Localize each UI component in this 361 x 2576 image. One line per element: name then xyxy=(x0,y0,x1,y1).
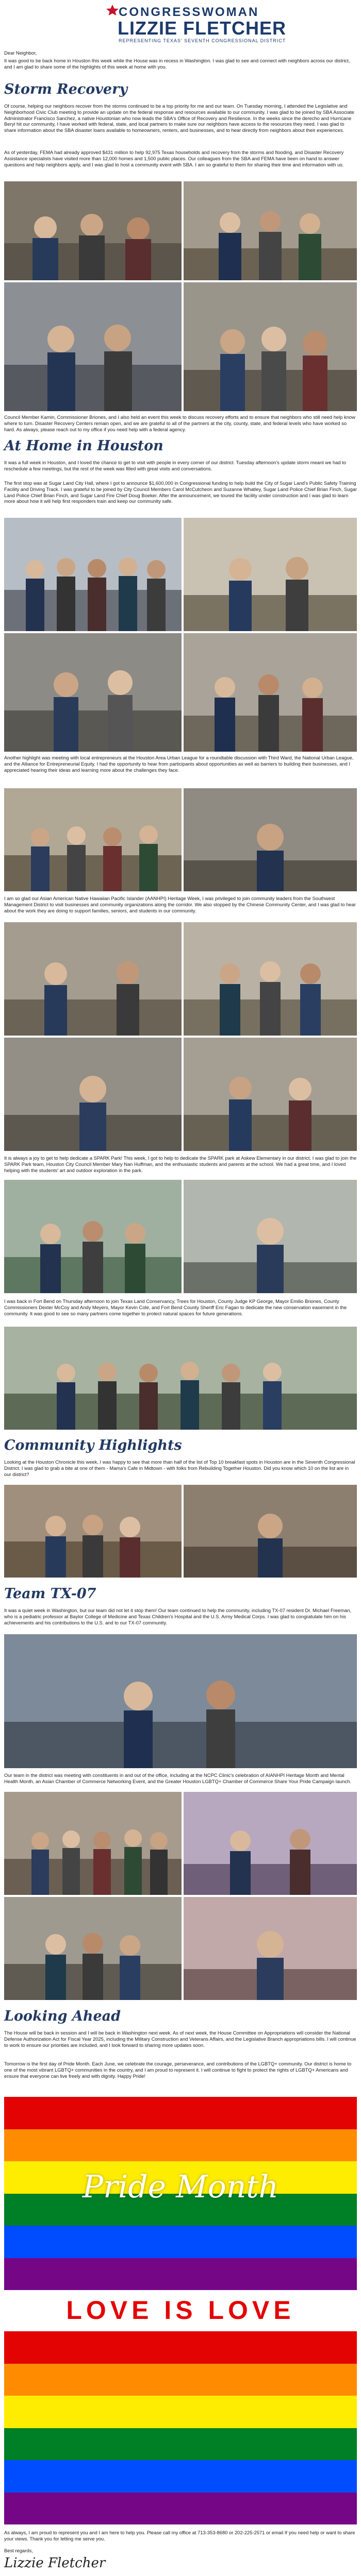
photo-home-3 xyxy=(4,633,182,752)
storm-p1: Of course, helping our neighbors recover from the storms continued to be a top priority for me and our team. On Tuesday morning, I attended the Legislative and Neighborhood Civic Club meeting to provide an update on the federal response and resources available to our community. I was glad to be joined by SBA Associate Administrator Francisco Sanchez, a native Houstonian who now leads the SBA's Office of Recovery and Resilience. In the weeks since the derecho and Hurricane Beryl hit our community, I have worked with federal, state, and local partners to make sure our neighbors have access to the resources they need. I was glad to share information about the SBA disaster loans available to homeowners, renters, and businesses, and to hear directly from neighbors about their experiences. xyxy=(4,103,354,133)
home-p5: It is always a joy to get to help dedicate a SPARK Park! This week, I got to help to dedicate the SPARK park at Askew Elementary in our district. I was glad to join the SPARK Park team, Houston City Council Member Mary Nan Huffman, and the enthusiastic students and parents at the school. We had a great time, and I loved helping with the students' art and outdoor exploration in the park. xyxy=(4,1155,357,1173)
photo-community-1 xyxy=(4,1485,182,1578)
photo-home-2 xyxy=(184,518,357,631)
photo-home-13 xyxy=(4,1327,357,1430)
pride-banner-2 xyxy=(4,2331,357,2524)
pride-month-text: Pride Month xyxy=(82,2169,279,2205)
photo-home-11 xyxy=(4,1180,182,1293)
header-line1: CONGRESSWOMAN xyxy=(119,5,259,19)
photo-storm-2 xyxy=(184,181,357,280)
home-p1: It was a full week in Houston, and I loved the chance to get to visit with people in every corner of our district. Tuesday afternoon's update storm meant we had to reschedule a few meetings, but the rest of the week was filled with great visits and conversations. xyxy=(4,460,347,471)
star-icon xyxy=(105,4,120,15)
photo-home-4 xyxy=(184,633,357,752)
photo-community-2 xyxy=(184,1485,357,1578)
photo-team-3 xyxy=(184,1792,357,1895)
section-title-home: At Home in Houston xyxy=(4,438,163,454)
photo-home-7 xyxy=(4,922,182,1036)
home-p2: The first stop was at Sugar Land City Hall, where I got to announce $1,600,000 in Congressional funding to help build the City of Sugar Land's Public Safety Training Facility and Driving Track. I was grateful to be joined by City Council Members Carol McCutcheon and Suzanne Whatley, Sugar Land Police Chief Brian Finch, Sugar Land Police Chief Brian Finch, and Sugar Land Fire Chief Doug Boeker. After the announcement, we toured the facility under construction and I was glad to learn more about how it will help first responders train and keep our community safe. xyxy=(4,480,357,504)
ahead-p2: Tomorrow is the first day of Pride Month. Each June, we celebrate the courage, perseverance, and contributions of the LGBTQ+ community. Our district is home to one of the most vibrant LGBTQ+ communities in the country, and I am proud to represent it. I will continue to fight to protect the rights of LGBTQ+ Americans and ensure that everyone can live freely and with dignity. Happy Pride! xyxy=(4,2061,352,2079)
header xyxy=(0,0,361,49)
pride-band-purple xyxy=(4,2258,357,2291)
closing-text: As always, I am proud to represent you and I am here to help you. Please call my office at 713-353-8680 or 202-225-2571 or email If you need help or want to share your views. Thank you for letting me serve you. xyxy=(4,2530,355,2541)
photo-home-1 xyxy=(4,518,182,631)
greeting: Dear Neighbor, xyxy=(4,50,37,56)
closing-signoff: Best regards, xyxy=(4,2548,33,2553)
photo-home-9 xyxy=(4,1038,182,1151)
photo-storm-3 xyxy=(4,282,182,411)
header-name: LIZZIE FLETCHER xyxy=(118,18,286,39)
pride-band-red-2 xyxy=(4,2331,357,2364)
photo-home-10 xyxy=(184,1038,357,1151)
home-p4: I am so glad our Asian American Native Hawaiian Pacific Islander (AANHPI) Heritage Week, I was privileged to join community leaders from the Southwest Management District to visit businesses and community organizations along the corridor. We also stopped by the Chinese Community Center, and I was glad to hear about the work they are doing to support families, seniors, and students in our community. xyxy=(4,895,356,913)
home-p6: I was back in Fort Bend on Thursday afternoon to join Texas Land Conservancy, Trees for Houston, County Judge KP George, Mayor Emilio Briones, County Commissioners Dexter McCoy and Andy Meyers, Mayor Kevin Cole, and Fort Bend County Sheriff Eric Fagan to dedicate the new conservation easement in the community. It was good to see so many partners come together to protect natural spaces for future generations. xyxy=(4,1298,347,1316)
team-p2: Our team in the district was meeting with constituents in and out of the office, including at the NCPC Clinic's celebration of AIANHPI Heritage Month and Mental Health Month, an Asian Chamber of Commerce Networking Event, and the Greater Houston LGBTQ+ Chamber of Commerce Share Your Pride Campaign launch. xyxy=(4,1772,351,1784)
pride-band-green-2 xyxy=(4,2428,357,2461)
photo-home-8 xyxy=(184,922,357,1036)
pride-band-orange-2 xyxy=(4,2364,357,2396)
section-title-community: Community Highlights xyxy=(4,1437,182,1453)
signature: Lizzie Fletcher xyxy=(4,2555,106,2571)
ahead-p1: The House will be back in session and I will be back in Washington next week. As of next week, the House Committee on Appropriations will consider the National Defense Authorization Act for Fiscal Year 2025, including the Military Construction and Veterans Affairs, and the Legislative Branch appropriations bills. I will continue to work to ensure our priorities are included, and I look forward to sharing more updates soon. xyxy=(4,2030,356,2048)
photo-team-1 xyxy=(4,1634,357,1768)
community-p1: Looking at the Houston Chronicle this week, I was happy to see that more than half of the list of Top 10 breakfast spots in Houston are in the Seventh Congressional District. I was glad to grab a bite at one of them - Mama's Cafe in Midtown - with folks from Rebuilding Together Houston. Did you know which 10 on the list are in our district? xyxy=(4,1459,355,1477)
section-title-team: Team TX-07 xyxy=(4,1586,96,1602)
pride-band-orange xyxy=(4,2129,357,2162)
pride-band-blue xyxy=(4,2226,357,2258)
storm-p3: Council Member Kamin, Commissioner Briones, and I also held an event this week to discuss recovery efforts and to ensure that neighbors who still need help know where to turn. Disaster Recovery Centers remain open, and we are grateful to all of the partners at the city, county, state, and federal levels who have worked so hard. As always, please reach out to my office if you need help with a federal agency. xyxy=(4,414,355,432)
intro-text: It was good to be back home in Houston this week while the House was in recess in Washington. I was glad to see and connect with neighbors across our district, and I am glad to share some of the highlights of this week at home with you. xyxy=(4,58,350,70)
pride-band-red xyxy=(4,2097,357,2129)
pride-band-blue-2 xyxy=(4,2460,357,2493)
pride-band-yellow-2 xyxy=(4,2396,357,2428)
photo-home-12 xyxy=(184,1180,357,1293)
photo-home-6 xyxy=(184,788,357,891)
photo-team-5 xyxy=(184,1897,357,2000)
team-p1: It was a quiet week in Washington, but our team did not let it stop them! Our team continued to help the community, including TX-07 resident Dr. Michael Freeman, who is a pediatric professor at Baylor College of Medicine and Texas Children's Hospital and the U.S. Army Medical Corps. I was glad to congratulate him on his achievements and his contributions to the U.S. and to our TX-07 community. xyxy=(4,1607,352,1625)
storm-p2: As of yesterday, FEMA had already approved $431 million to help 92,975 Texas households and recovery from the storms and flooding, and Disaster Recovery Assistance specialists have visited more than 12,000 homes and 1,500 public places. Our colleagues from the SBA and FEMA have been on hand to answer questions and help neighbors apply, and I was glad to host a community event with SBA. I am so grateful to them for sharing their time and information with us. xyxy=(4,149,344,167)
love-is-love-banner: LOVE IS LOVE xyxy=(4,2295,357,2329)
header-tagline: REPRESENTING TEXAS' SEVENTH CONGRESSIONAL DISTRICT xyxy=(119,38,286,43)
pride-band-purple-2 xyxy=(4,2493,357,2525)
section-title-ahead: Looking Ahead xyxy=(4,2008,121,2024)
home-p3: Another highlight was meeting with local entrepreneurs at the Houston Area Urban League for a roundtable discussion with Third Ward, the National Urban League, and the Alliance for Entrepreneurial Equity. I had the opportunity to hear from participants about opportunities as well as barriers to building their businesses, and I appreciated hearing their ideas and learning more about the challenges they face. xyxy=(4,755,354,773)
section-title-storm: Storm Recovery xyxy=(4,81,128,97)
photo-storm-1 xyxy=(4,181,182,280)
pride-banner xyxy=(4,2097,357,2290)
photo-team-2 xyxy=(4,1792,182,1895)
photo-team-4 xyxy=(4,1897,182,2000)
photo-home-5 xyxy=(4,788,182,891)
photo-storm-4 xyxy=(184,282,357,411)
